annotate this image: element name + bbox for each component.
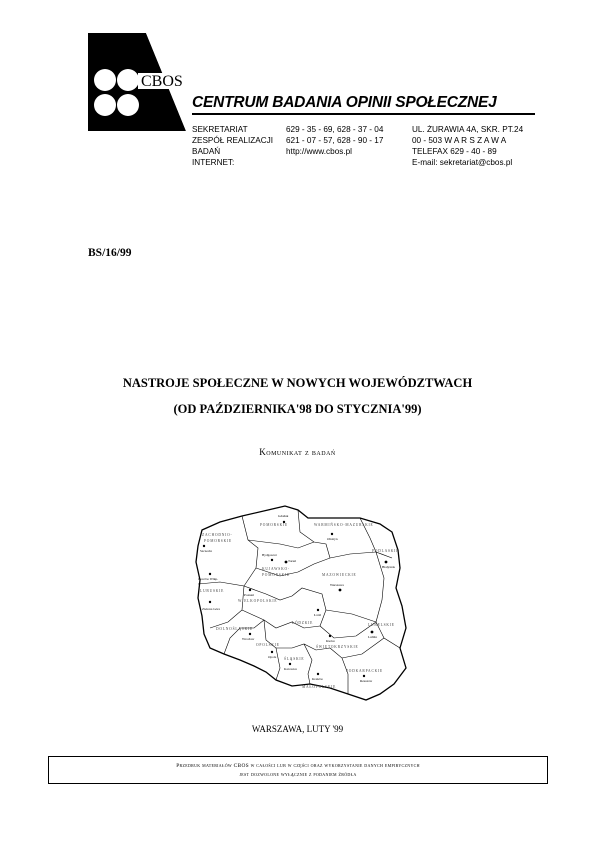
- notice-line-2: jest dozwolone wyłącznie z podaniem źródła: [239, 772, 357, 778]
- region-label: DOLNOŚLĄSKIE: [216, 627, 253, 631]
- city-label: Kielce: [326, 639, 335, 643]
- region-label: POMORSKIE: [204, 539, 232, 543]
- region-label: PODLASKIE: [372, 549, 400, 553]
- email-link[interactable]: E-mail: sekretariat@cbos.pl: [412, 158, 513, 167]
- region-label: MAŁOPOLSKIE: [302, 685, 337, 689]
- report-number: BS/16/99: [88, 247, 132, 259]
- city-label: Kraków: [312, 677, 323, 681]
- region-label: LUBUSKIE: [200, 589, 225, 593]
- region-label: PODKARPACKIE: [346, 669, 384, 673]
- region-label: ŚLĄSKIE: [284, 657, 305, 661]
- city-label: Białystok: [382, 565, 395, 569]
- city-label: Lublin: [368, 635, 378, 639]
- region-label: WIELKOPOLSKIE: [238, 599, 278, 603]
- report-title: NASTROJE SPOŁECZNE W NOWYCH WOJEWÓDZTWACH: [122, 376, 473, 390]
- region-label: POMORSKIE: [260, 523, 288, 527]
- website-link[interactable]: http://www.cbos.pl: [286, 147, 352, 156]
- city-label: Zielona Góra: [202, 607, 220, 611]
- report-period: (OD PAŹDZIERNIKA'98 DO STYCZNIA'99): [173, 402, 422, 416]
- region-label: ZACHODNIO-: [202, 533, 233, 537]
- city-label: Olsztyn: [327, 537, 338, 541]
- cbos-logo: [88, 33, 186, 131]
- region-label: POMORSKIE: [262, 573, 290, 577]
- region-label: MAZOWIECKIE: [322, 573, 357, 577]
- region-label: KUJAWSKO-: [262, 567, 290, 571]
- city-label: Rzeszów: [360, 679, 373, 683]
- region-label: WARMIŃSKO-MAZURSKIE: [314, 523, 374, 527]
- city-label: Warszawa: [330, 583, 344, 587]
- org-name: CENTRUM BADANIA OPINII SPOŁECZNEJ: [192, 94, 497, 111]
- city-label: Szczecin: [200, 549, 213, 553]
- region-label: LUBELSKIE: [368, 623, 395, 627]
- contact-labels: SEKRETARIAT ZESPÓŁ REALIZACJI BADAŃ INTERNET:: [192, 125, 273, 167]
- place-date: WARSZAWA, LUTY '99: [251, 724, 344, 734]
- copyright-notice: [48, 756, 548, 784]
- city-label: Toruń: [288, 559, 297, 563]
- city-label: Poznań: [244, 593, 254, 597]
- city-label: Łódź: [314, 613, 321, 617]
- region-label: OPOLSKIE: [256, 643, 280, 647]
- report-subtitle: Komunikat z badań: [259, 447, 336, 457]
- city-label: Gorzów Wlkp.: [198, 577, 219, 581]
- city-label: Katowice: [284, 667, 297, 671]
- city-label: Gdańsk: [278, 514, 289, 518]
- region-label: ŁÓDZKIE: [292, 621, 314, 625]
- poland-voivodeships-map: [180, 488, 420, 708]
- city-label: Opole: [268, 655, 277, 659]
- city-label: Bydgoszcz: [262, 553, 277, 557]
- contact-phones: 629 - 35 - 69, 628 - 37 - 04 621 - 07 - 57, 628 - 90 - 17 http://www.cbos.pl: [286, 125, 384, 156]
- svg-text:CBOS: CBOS: [141, 73, 183, 90]
- heading-rule: [192, 113, 535, 115]
- city-label: Wrocław: [242, 637, 255, 641]
- contact-address: UL. ŻURAWIA 4A, SKR. PT.24 00 - 503 W A R S Z A W A TELEFAX 629 - 40 - 89 E-mail: sekretariat@cbos.pl: [412, 125, 524, 167]
- region-label: ŚWIĘTOKRZYSKIE: [316, 645, 359, 649]
- notice-line-1: Przedruk materiałów CBOS w całości lub w części oraz wykorzystanie danych empirycznych: [176, 763, 420, 769]
- region-labels: [200, 522, 399, 689]
